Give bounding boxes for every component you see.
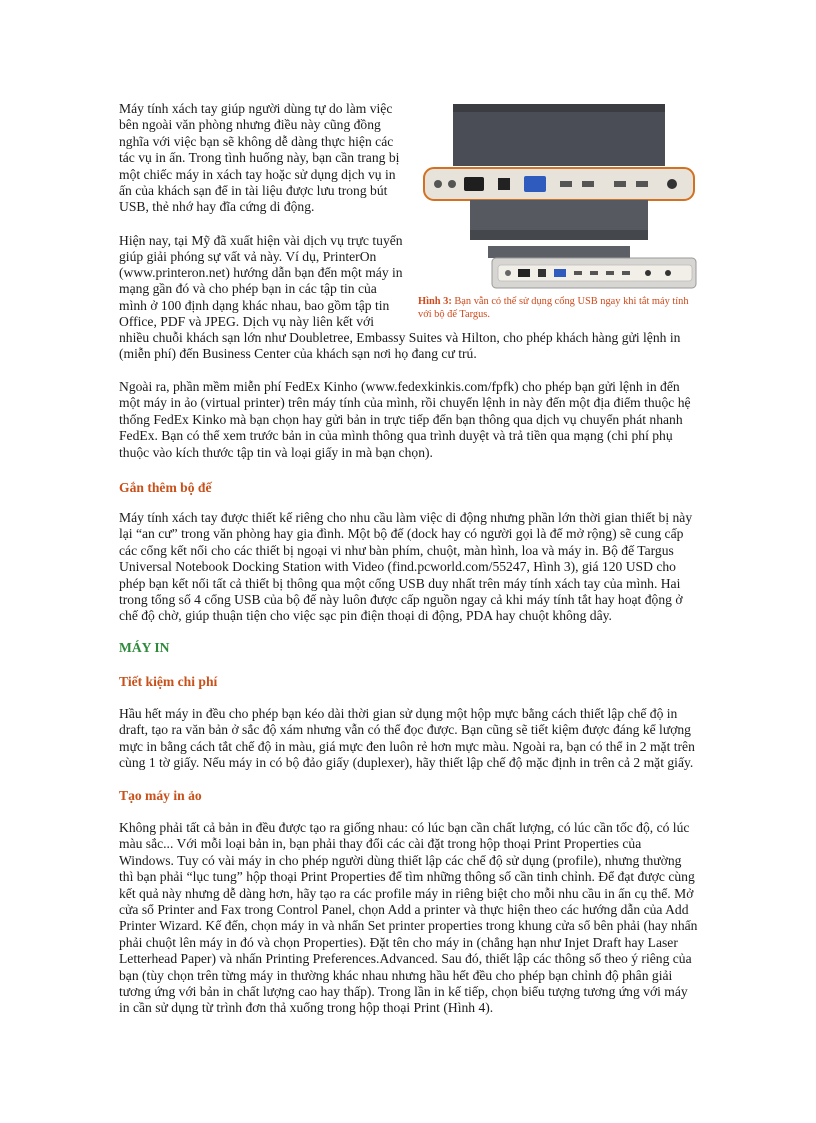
dock-top-panel bbox=[453, 104, 665, 166]
figure-caption-label: Hình 3: bbox=[418, 296, 452, 307]
intro-p2-line: (www.printeron.net) hướng dẫn bạn đến một máy in bbox=[119, 265, 403, 280]
intro-p2-line: mình ở 100 định dạng khác nhau, bao gồm tập tin bbox=[119, 298, 390, 313]
section-heading-dock: Gắn thêm bộ đế bbox=[119, 480, 212, 495]
save-cost-paragraph: Hầu hết máy in đều cho phép bạn kéo dài thời gian sử dụng một hộp mực bằng cách thiết lập chế độ in draft, tạo ra văn bản ở sắc độ xám nhưng vẫn có thể đọc được. Bạn cũng sẽ tiết kiệm được đáng kể lượng mực in bằng cách tắt chế độ in màu, giá mực đen luôn rẻ hơn mực màu. Ngoài ra, bạn có thể in 2 mặt trên cùng 1 tờ giấy. Nếu máy in có bộ đảo giấy (duplexer), hãy thiết lập chế độ mặc định in trên cả 2 mặt giấy. bbox=[119, 706, 695, 771]
intro-p2-line: mạng gần đó và cho phép bạn in các tập tin của bbox=[119, 281, 377, 296]
intro-p2-line: nhiều chuỗi khách sạn lớn như Doubletree, Embassy Suites và Hilton, cho phép khách hàng gửi lệnh in bbox=[119, 330, 681, 345]
intro-p2-line: Hiện nay, tại Mỹ đã xuất hiện vài dịch vụ trực tuyến bbox=[119, 233, 403, 248]
intro-p2-line: Office, PDF và JPEG. Dịch vụ này liên kết với bbox=[119, 314, 374, 329]
fedex-paragraph: Ngoài ra, phần mềm miễn phí FedEx Kinho (www.fedexkinkis.com/fpfk) cho phép bạn gửi lệnh in đến một máy in ảo (virtual printer) trên máy tính của mình, rồi chuyển lệnh in này đến một địa điểm thuộc hệ thống FedEx Kinko mà bạn chọn hay gửi bản in trực tiếp đến bạn thông qua dịch vụ chuyển phát nhanh FedEx. Bạn có thể xem trước bản in của mình thông qua trình duyệt và trả tiền qua mạng (chi phí phụ thuộc vào kích thước tập tin và loại giấy in mà bạn chọn). bbox=[119, 379, 691, 460]
intro-p2-line: giúp giải phóng sự vất vả này. Ví dụ, PrinterOn bbox=[119, 249, 377, 264]
section-heading-printers: MÁY IN bbox=[119, 640, 170, 655]
section-heading-save-cost: Tiết kiệm chi phí bbox=[119, 674, 218, 689]
figure-caption bbox=[418, 296, 700, 321]
virtual-printer-paragraph: Không phải tất cả bản in đều được tạo ra giống nhau: có lúc bạn cần chất lượng, có lúc cần tốc độ, có lúc màu sắc... Với mỗi loại bản in, bạn phải thay đổi các cài đặt trong hộp thoại Print Properties của Windows. Tuy có vài máy in cho phép người dùng thiết lập các chế độ sử dụng (profile), nhưng thường thì bạn phải “lục tung” hộp thoại Print Properties để tìm những thông số cần tinh chỉnh. Để đạt được cùng kết quả này nhưng dễ dàng hơn, hãy tạo ra các profile máy in riêng biệt cho mỗi nhu cầu in ấn cụ thể. Mở cửa sổ Printer and Fax trong Control Panel, chọn Add a printer và thực hiện theo các hướng dẫn của Add Printer Wizard. Kế đến, chọn máy in và nhấn Set printer properties trong khung cửa sổ bên phải (hay nhấn phải chuột lên máy in đó và chọn Properties). Đặt tên cho máy in (chẳng hạn như Injet Draft hay Laser Letterhead Paper) và nhấn Printing Preferences.Advanced. Sau đó, thiết lập các thông số theo ý riêng của bạn (tùy chọn trên từng máy in thường khác nhau nhưng hầu hết đều cho phép bạn chỉnh độ phân giải tương ứng với bản in chất lượng cao hay thấp). Trong lần in kế tiếp, chọn biểu tượng tương ứng với máy in cần sử dụng từ trình đơn thả xuống trong hộp thoại Print (Hình 4). bbox=[119, 820, 698, 1016]
intro-paragraph-1: Máy tính xách tay giúp người dùng tự do làm việc bên ngoài văn phòng nhưng điều này cũng đồng nghĩa với việc bạn sẽ không dễ dàng thực hiện các tác vụ in ấn. Trong tình huống này, bạn cần trang bị một chiếc máy in xách tay hoặc sử dụng dịch vụ in ấn của khách sạn để in tài liệu được lưu trong bút USB, thẻ nhớ hay đĩa cứng di động. bbox=[119, 101, 400, 215]
intro-p2-line: (miễn phí) đến Business Center của khách sạn nơi họ đang cư trú. bbox=[119, 346, 477, 361]
dock-paragraph: Máy tính xách tay được thiết kế riêng cho nhu cầu làm việc di động nhưng phần lớn thời gian thiết bị này lại “an cư” trong văn phòng hay gia đình. Một bộ đế (dock hay có người gọi là đế mở rộng) sẽ cung cấp các cổng kết nối cho các thiết bị ngoại vi như bàn phím, chuột, màn hình, loa và máy in. Bộ đế Targus Universal Notebook Docking Station with Video (find.pcworld.com/55247, Hình 3), giá 120 USD cho phép bạn kết nối tất cả thiết bị thông qua một cổng USB duy nhất trên máy tính xách tay của mình. Hai trong tổng số 4 cổng USB của bộ đế này luôn được cấp nguồn ngay cả khi máy tính tắt hay hoạt động ở chế độ chờ, giúp thuận tiện cho việc sạc pin điện thoại di động, PDA hay chuột không dây. bbox=[119, 510, 693, 624]
figure-caption-text: Bạn vẫn có thể sử dụng cổng USB ngay khi tắt máy tính với bộ đế Targus. bbox=[418, 296, 689, 320]
section-heading-virtual-printer: Tạo máy in ảo bbox=[119, 788, 202, 803]
